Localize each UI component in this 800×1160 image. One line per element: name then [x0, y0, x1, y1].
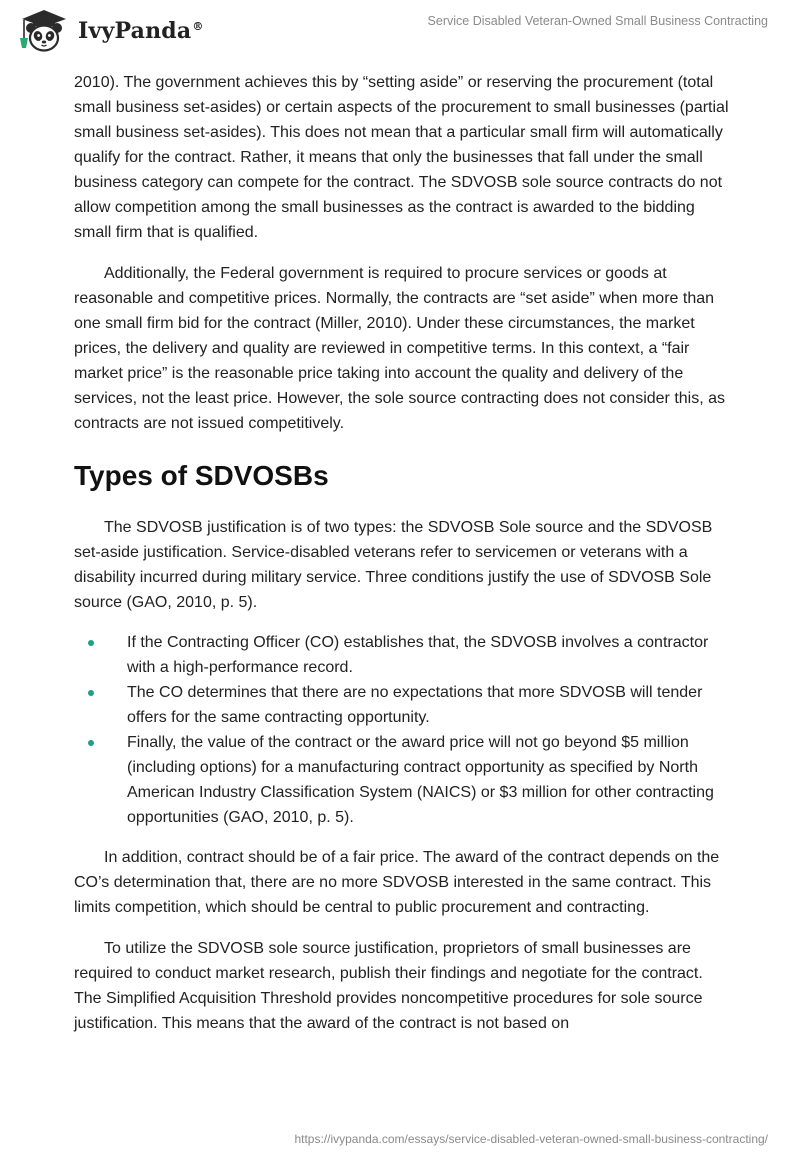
bullet-icon — [88, 690, 94, 696]
page-header — [0, 0, 800, 64]
paragraph-3: The SDVOSB justification is of two types: the SDVOSB Sole source and the SDVOSB set-aside justification. Service-disabled veterans refer to servicemen or veterans with a disability incurred during military service. Three conditions justify the use of SDVOSB Sole source (GAO, 2010, p. 5). — [74, 519, 713, 611]
list-item-text: If the Contracting Officer (CO) establishes that, the SDVOSB involves a contractor with a high-performance record. — [127, 634, 709, 676]
section-heading: Types of SDVOSBs — [74, 460, 329, 491]
ivypanda-logo[interactable] — [16, 8, 204, 54]
list-item — [74, 730, 734, 830]
brand-label: IvyPanda — [78, 18, 192, 44]
bullet-icon — [88, 740, 94, 746]
panda-graduate-icon — [16, 8, 72, 54]
paragraph-2: Additionally, the Federal government is required to procure services or goods at reasonable and competitive prices. Normally, the contracts are “set aside” when more than one small firm bid for the contract (Miller, 2010). Under these circumstances, the market prices, the delivery and quality are reviewed in competitive terms. In this context, a “fair market price” is the reasonable price taking into account the quality and delivery of the services, not the least price. However, the sole source contracting does not consider this, as contracts are not issued competitively. — [74, 265, 725, 432]
essay-body — [74, 70, 734, 1036]
paragraph-5: To utilize the SDVOSB sole source justification, proprietors of small businesses are required to conduct market research, publish their findings and negotiate for the contract. The Simplified Acquisition Threshold provides noncompetitive procedures for sole source justification. This means that the award of the contract is not based on — [74, 940, 703, 1032]
brand-name — [78, 18, 204, 44]
bullet-icon — [88, 640, 94, 646]
paragraph-1: 2010). The government achieves this by “setting aside” or reserving the procurement (total small business set-asides) or certain aspects of the procurement to small businesses (partial small business set-asides). This does not mean that a particular small firm will automatically qualify for the contract. Rather, it means that only the businesses that fall under the small business category can compete for the contract. The SDVOSB sole source contracts do not allow competition among the small businesses as the contract is awarded to the bidding small firm that is qualified. — [74, 74, 729, 241]
paragraph-4: In addition, contract should be of a fair price. The award of the contract depends on the CO’s determination that, there are no more SDVOSB interested in the same contract. This limits competition, which should be central to public procurement and contracting. — [74, 849, 720, 916]
conditions-list — [74, 630, 734, 830]
running-title: Service Disabled Veteran-Owned Small Business Contracting — [427, 14, 768, 28]
source-url[interactable]: https://ivypanda.com/essays/service-disabled-veteran-owned-small-business-contracting/ — [294, 1132, 768, 1146]
list-item-text: Finally, the value of the contract or the award price will not go beyond $5 million (including options) for a manufacturing contract opportunity as specified by North American Industry Classification System (NAICS) or $3 million for other contracting opportunities (GAO, 2010, p. 5). — [127, 734, 714, 826]
registered-mark: ® — [192, 19, 204, 33]
list-item — [74, 630, 734, 680]
list-item-text: The CO determines that there are no expectations that more SDVOSB will tender offers for the same contracting opportunity. — [127, 684, 703, 726]
list-item — [74, 680, 734, 730]
